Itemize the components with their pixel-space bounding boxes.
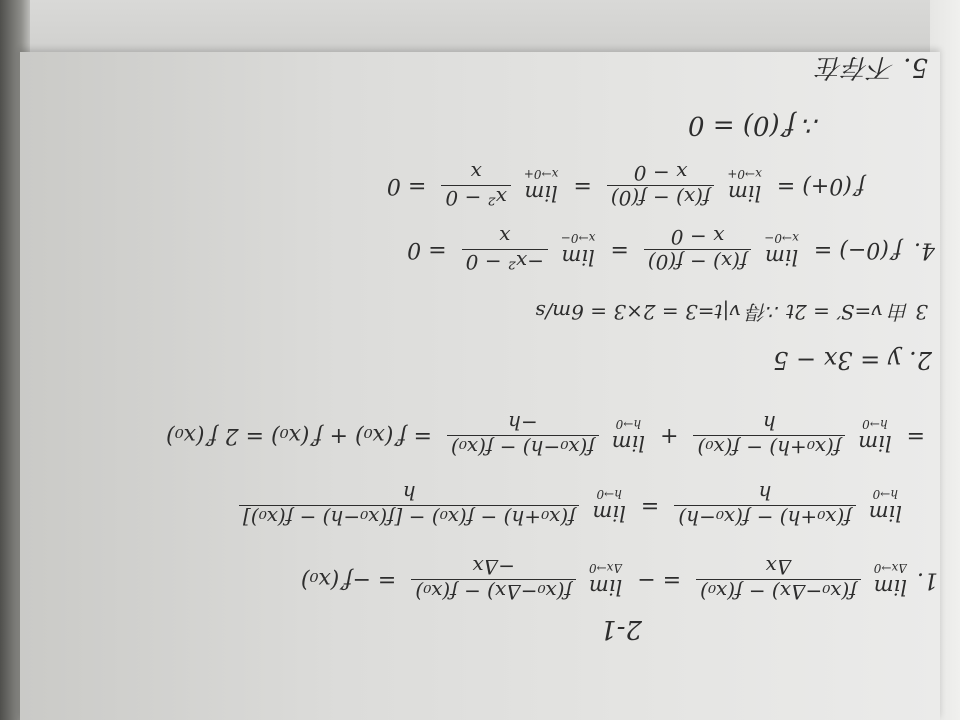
q4-left-fraction-1: f(x) − f(0) x − 0 — [644, 227, 752, 272]
q1-fraction-4: f(x₀+h) − f(x₀) − [f(x₀−h) − f(x₀)] h — [239, 483, 580, 528]
q4-right-derivative — [382, 163, 870, 208]
q1-limit-6: lim h→0 — [611, 417, 646, 455]
q3-answer: 3 由 v=S′ = 2t ∴得 v|t=3 = 2×3 = 6m/s — [535, 300, 928, 324]
q1-limit-4: lim h→0 — [592, 487, 626, 525]
q1-plus: + — [660, 423, 679, 449]
q4-left-fraction-2: −x² − 0 x — [462, 227, 548, 272]
q1-equals-2: = — [640, 493, 660, 519]
q4-number: 4. — [914, 237, 935, 263]
q1-line-2 — [236, 483, 905, 528]
q1-fraction-2: f(x₀−Δx) − f(x₀) −Δx — [411, 557, 576, 602]
q4-right-fraction-1: f(x) − f(0) x − 0 — [607, 163, 715, 208]
q1-limit-1: lim Δx→0 — [873, 561, 907, 599]
q1-limit-5: lim h→0 — [858, 417, 892, 455]
q1-result-2: = f′(x₀) + f′(x₀) = 2 f′(x₀) — [166, 423, 432, 449]
q1-number: 1. — [917, 567, 938, 593]
q1-line-1 — [296, 557, 938, 602]
q4-left-lhs: f′(0−) = — [813, 237, 902, 263]
q4-right-equals: = — [573, 173, 592, 199]
q4-left-equals: = — [610, 237, 629, 263]
q1-fraction-3: f(x₀+h) − f(x₀−h) h — [674, 483, 855, 528]
q4-left-result: = 0 — [407, 237, 447, 263]
q1-fraction-6: f(x₀−h) − f(x₀) −h — [447, 413, 599, 458]
q4-right-limit-2: lim x→0+ — [523, 167, 559, 205]
q5-answer: 5. 不存在 — [816, 52, 928, 82]
q1-limit-2: lim Δx→0 — [588, 561, 623, 599]
q4-left-limit-1: lim x→0− — [764, 231, 799, 269]
q1-equals-neg: = − — [637, 567, 682, 593]
q1-fraction-1: f(x₀−Δx) − f(x₀) Δx — [696, 557, 861, 602]
q1-limit-3: lim h→0 — [868, 487, 902, 525]
page-heading: 2-1 — [600, 614, 642, 644]
q4-left-limit-2: lim x→0− — [560, 231, 596, 269]
q2-answer: 2. y = 3x − 5 — [773, 346, 932, 374]
q4-conclusion: ∴ f′(0) = 0 — [687, 110, 820, 140]
q4-right-lhs: f′(0+) = — [776, 173, 865, 199]
q4-right-fraction-2: x² − 0 x — [441, 163, 511, 208]
q1-result-1: = −f′(x₀) — [300, 567, 397, 593]
q1-line-3 — [161, 413, 930, 458]
q4-right-result: = 0 — [386, 173, 427, 199]
q1-equals-3: = — [906, 423, 925, 449]
q4-right-limit-1: lim x→0+ — [727, 167, 762, 205]
q1-fraction-5: f(x₀+h) − f(x₀) h — [693, 413, 845, 458]
q4-left-derivative — [402, 227, 935, 272]
